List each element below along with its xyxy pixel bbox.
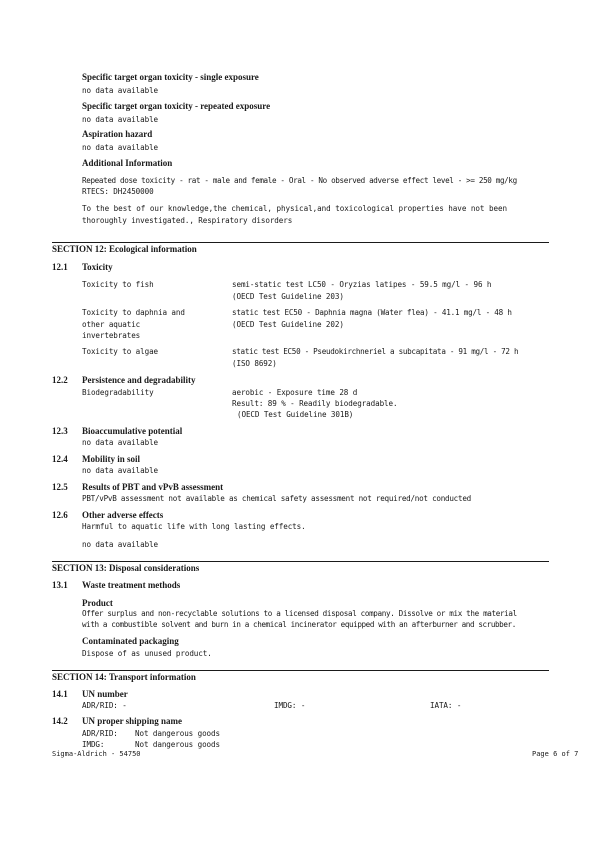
subsection-number: 13.1 xyxy=(52,580,68,590)
footer-product-id: Sigma-Aldrich - 54750 xyxy=(52,750,141,758)
biodegradability-guideline: (OECD Test Guideline 301B) xyxy=(237,410,354,419)
additional-info-heading: Additional Information xyxy=(82,158,173,168)
contaminated-packaging-heading: Contaminated packaging xyxy=(82,636,179,646)
section-13-title: SECTION 13: Disposal considerations xyxy=(52,563,200,573)
aspiration-heading: Aspiration hazard xyxy=(82,129,153,139)
additional-info-line: thoroughly investigated., Respiratory disorders xyxy=(82,216,293,225)
contaminated-packaging-text: Dispose of as unused product. xyxy=(82,649,212,658)
shipping-adr-label: ADR/RID: xyxy=(82,729,118,738)
shipping-imdg-value: Not dangerous goods xyxy=(135,740,220,749)
shipping-adr-value: Not dangerous goods xyxy=(135,729,220,738)
toxicity-fish-label: Toxicity to fish xyxy=(82,280,154,289)
toxicity-daphnia-label: Toxicity to daphnia and xyxy=(82,308,185,317)
shipping-name-heading: UN proper shipping name xyxy=(82,716,182,726)
repeated-exposure-heading: Specific target organ toxicity - repeated exposure xyxy=(82,101,271,111)
other-effects-text: no data available xyxy=(82,540,159,549)
section-14-title: SECTION 14: Transport information xyxy=(52,672,196,682)
section-divider xyxy=(52,242,549,243)
subsection-number: 12.6 xyxy=(52,510,68,520)
repeated-exposure-text: no data available xyxy=(82,115,159,124)
persistence-heading: Persistence and degradability xyxy=(82,375,196,385)
additional-info-line: Repeated dose toxicity - rat - male and female - Oral - No observed adverse effect level - >= 250 mg/kg xyxy=(82,176,517,185)
other-effects-heading: Other adverse effects xyxy=(82,510,164,520)
footer-page-number: Page 6 of 7 xyxy=(532,750,579,758)
toxicity-algae-label: Toxicity to algae xyxy=(82,347,159,356)
shipping-imdg-label: IMDG: xyxy=(82,740,105,749)
subsection-number: 12.4 xyxy=(52,454,68,464)
un-number-iata: IATA: - xyxy=(430,701,462,710)
subsection-number: 12.1 xyxy=(52,262,68,272)
section-divider xyxy=(52,561,549,562)
mobility-text: no data available xyxy=(82,466,159,475)
single-exposure-text: no data available xyxy=(82,86,159,95)
subsection-number: 12.2 xyxy=(52,375,68,385)
toxicity-algae-guideline: (ISO 8692) xyxy=(232,359,277,368)
toxicity-fish-value: semi-static test LC50 - Oryzias latipes - 59.5 mg/l - 96 h xyxy=(232,280,492,289)
toxicity-daphnia-label: other aquatic xyxy=(82,320,141,329)
toxicity-daphnia-label: invertebrates xyxy=(82,331,141,340)
waste-treatment-heading: Waste treatment methods xyxy=(82,580,181,590)
pbt-text: PBT/vPvB assessment not available as chemical safety assessment not required/not conducted xyxy=(82,494,471,503)
pbt-heading: Results of PBT and vPvB assessment xyxy=(82,482,224,492)
toxicity-daphnia-guideline: (OECD Test Guideline 202) xyxy=(232,320,344,329)
aspiration-text: no data available xyxy=(82,143,159,152)
biodegradability-result: Result: 89 % - Readily biodegradable. xyxy=(232,399,398,408)
product-text: with a combustible solvent and burn in a chemical incinerator equipped with an afterburner and scrubber. xyxy=(82,620,516,629)
biodegradability-value: aerobic - Exposure time 28 d xyxy=(232,388,358,397)
subsection-number: 14.1 xyxy=(52,689,68,699)
product-heading: Product xyxy=(82,598,113,608)
section-12-title: SECTION 12: Ecological information xyxy=(52,244,197,254)
product-text: Offer surplus and non-recyclable solutions to a licensed disposal company. Dissolve or mix the material xyxy=(82,609,517,618)
additional-info-line: RTECS: DH2450000 xyxy=(82,187,154,196)
bioaccumulative-heading: Bioaccumulative potential xyxy=(82,426,183,436)
subsection-number: 14.2 xyxy=(52,716,68,726)
mobility-heading: Mobility in soil xyxy=(82,454,141,464)
subsection-number: 12.3 xyxy=(52,426,68,436)
bioaccumulative-text: no data available xyxy=(82,438,159,447)
section-divider xyxy=(52,670,549,671)
subsection-number: 12.5 xyxy=(52,482,68,492)
un-number-adr: ADR/RID: - xyxy=(82,701,127,710)
single-exposure-heading: Specific target organ toxicity - single exposure xyxy=(82,72,259,82)
biodegradability-label: Biodegradability xyxy=(82,388,154,397)
toxicity-algae-value: static test EC50 - Pseudokirchneriel a subcapitata - 91 mg/l - 72 h xyxy=(232,347,519,356)
toxicity-fish-guideline: (OECD Test Guideline 203) xyxy=(232,292,344,301)
other-effects-text: Harmful to aquatic life with long lasting effects. xyxy=(82,522,306,531)
toxicity-heading: Toxicity xyxy=(82,262,113,272)
un-number-heading: UN number xyxy=(82,689,128,699)
additional-info-line: To the best of our knowledge,the chemical, physical,and toxicological properties have not been xyxy=(82,204,508,213)
un-number-imdg: IMDG: - xyxy=(274,701,306,710)
toxicity-daphnia-value: static test EC50 - Daphnia magna (Water flea) - 41.1 mg/l - 48 h xyxy=(232,308,512,317)
